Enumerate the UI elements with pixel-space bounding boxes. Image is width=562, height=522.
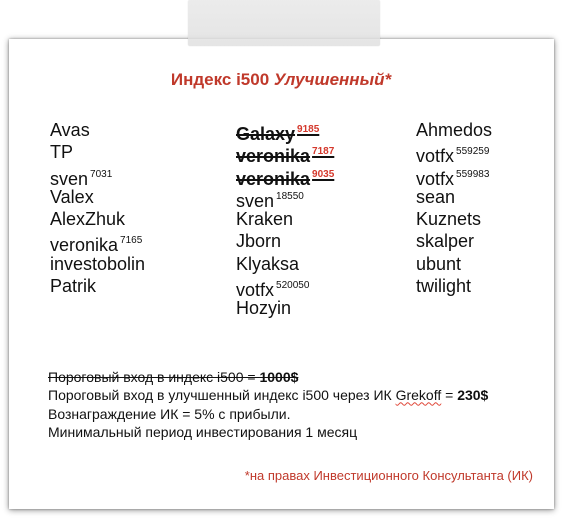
participant-name: Kuznets — [416, 209, 482, 230]
participant-item — [416, 164, 492, 189]
participant-account-number: 9185 — [297, 124, 320, 135]
participant-name: Galaxy — [236, 124, 296, 144]
participant-item — [50, 253, 145, 275]
participant-name: skalper — [416, 231, 475, 252]
participant-name: veronika — [236, 168, 311, 189]
participant-name: AlexZhuk — [50, 209, 126, 230]
old-threshold — [48, 369, 298, 385]
participant-account-number: 18550 — [276, 190, 304, 202]
participant-account-number: 7031 — [90, 168, 113, 180]
participant-item — [236, 253, 334, 275]
participant-item — [416, 186, 492, 208]
participant-name: Klyaksa — [236, 253, 300, 274]
participant-item — [416, 275, 492, 297]
participants-column-2 — [236, 119, 334, 320]
note-line-1 — [48, 368, 488, 386]
participant-account-number: 559983 — [456, 168, 490, 180]
participant-item — [50, 119, 145, 141]
footnote: *на правах Инвестиционного Консультанта (ИК) — [244, 468, 533, 483]
participant-name: veronika — [50, 235, 119, 256]
participant-name: Ahmedos — [416, 120, 493, 140]
participant-name: votfx — [236, 280, 275, 301]
new-threshold-amount: 230$ — [457, 387, 489, 404]
participant-name: ubunt — [416, 253, 462, 274]
participant-account-number: 7165 — [120, 235, 143, 247]
note-line-3: Вознаграждение ИК = 5% с прибыли. — [48, 405, 291, 422]
conditions-notes — [48, 368, 488, 441]
consultant-name: Grekoff — [395, 387, 442, 404]
participant-account-number: 9035 — [312, 168, 335, 180]
participants-column-3 — [416, 119, 492, 297]
participant-name: votfx — [416, 146, 455, 167]
participant-item — [236, 164, 335, 189]
old-threshold-text: Пороговый вход в индекс i500 = — [48, 369, 260, 385]
participant-item — [236, 230, 334, 252]
participant-item — [50, 230, 145, 256]
participant-account-number: 559259 — [456, 146, 490, 158]
participant-item — [50, 186, 145, 208]
participant-name: votfx — [416, 168, 455, 189]
participant-name: investobolin — [50, 253, 146, 274]
participant-name: TP — [50, 142, 74, 163]
note-line-2 — [48, 386, 488, 404]
participant-item — [416, 119, 492, 141]
participants-column-1 — [50, 119, 145, 297]
title-italic: Улучшенный* — [273, 70, 392, 89]
participant-item — [50, 164, 145, 189]
note-line-4: Минимальный период инвестирования 1 месяц — [48, 423, 358, 440]
participant-account-number: 7187 — [312, 146, 335, 158]
participant-item — [50, 208, 145, 230]
old-threshold-amount: 1000$ — [259, 369, 299, 385]
tape-strip — [188, 0, 380, 46]
participant-name: Kraken — [236, 209, 294, 230]
participant-name: Patrik — [50, 276, 97, 297]
title-main: Индекс i500 — [170, 70, 274, 89]
participant-item — [236, 275, 334, 301]
participant-item — [50, 141, 145, 163]
participant-name: Avas — [50, 120, 90, 140]
participant-name: sven — [50, 168, 89, 189]
new-threshold-text: Пороговый вход в улучшенный индекс i500 через ИК — [48, 387, 396, 404]
participant-name: Valex — [50, 186, 94, 207]
participant-item — [416, 208, 492, 230]
participant-item — [236, 208, 334, 230]
participant-item — [416, 253, 492, 275]
participant-item — [236, 141, 335, 167]
participant-item — [236, 119, 334, 144]
participant-account-number: 520050 — [276, 280, 310, 292]
participant-item — [416, 141, 492, 167]
participant-name: twilight — [416, 276, 472, 297]
page-title — [0, 70, 562, 90]
participant-name: sven — [236, 190, 275, 211]
new-threshold-eq: = — [441, 387, 458, 404]
participant-name: veronika — [236, 146, 311, 167]
participant-item — [236, 186, 334, 211]
participant-name: sean — [416, 186, 456, 207]
participant-name: Jborn — [236, 231, 282, 252]
participant-item — [50, 275, 145, 297]
participant-item — [416, 230, 492, 252]
participant-name: Hozyin — [236, 298, 292, 319]
participant-item — [236, 297, 334, 319]
